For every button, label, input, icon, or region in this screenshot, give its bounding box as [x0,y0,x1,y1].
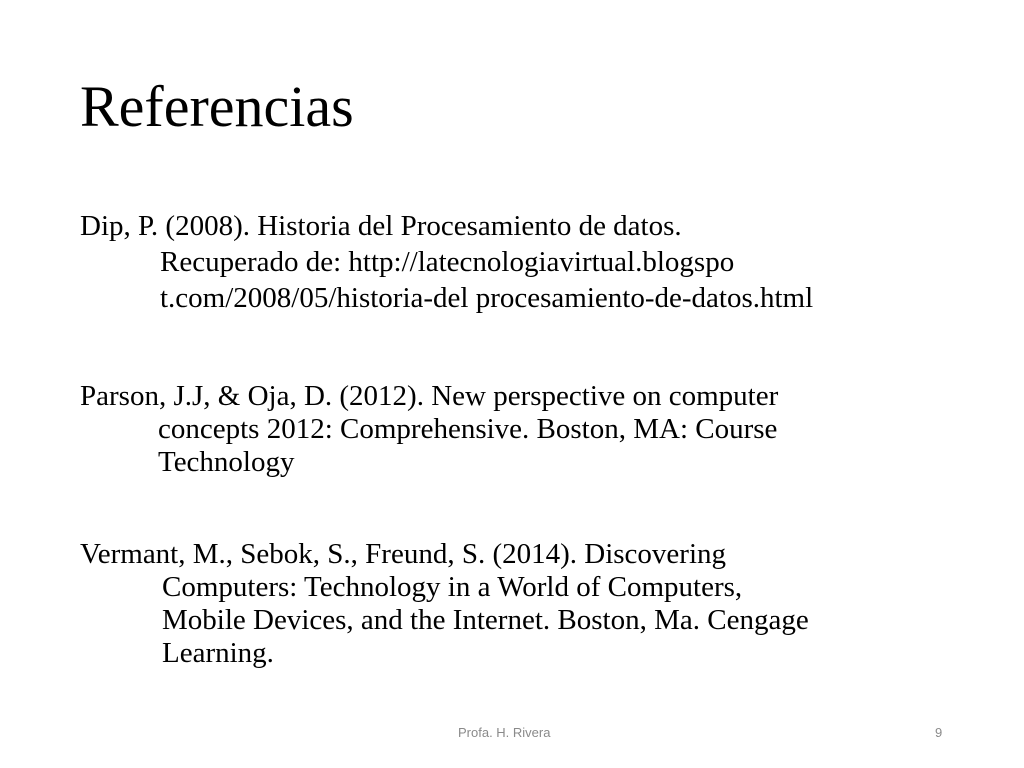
reference-line: t.com/2008/05/historia-del procesamiento-de-datos.html [160,282,814,314]
page-number: 9 [935,725,943,740]
reference-item [80,380,778,479]
reference-line: Recuperado de: http://latecnologiavirtual.blogspo [160,246,735,278]
reference-line: Parson, J.J, & Oja, D. (2012). New perspective on computer [80,380,779,412]
footer-author: Profa. H. Rivera [458,725,551,740]
reference-line: Vermant, M., Sebok, S., Freund, S. (2014). Discovering [80,538,727,570]
reference-line: Learning. [162,637,274,669]
reference-line: Computers: Technology in a World of Computers, [162,571,743,603]
reference-line: Mobile Devices, and the Internet. Boston, Ma. Cengage [162,604,809,636]
reference-item [80,538,809,670]
slide-title: Referencias [80,74,354,139]
reference-line: Technology [158,446,295,478]
reference-item [80,208,813,316]
reference-line: concepts 2012: Comprehensive. Boston, MA: Course [158,413,778,445]
reference-line: Dip, P. (2008). Historia del Procesamiento de datos. [80,210,682,242]
